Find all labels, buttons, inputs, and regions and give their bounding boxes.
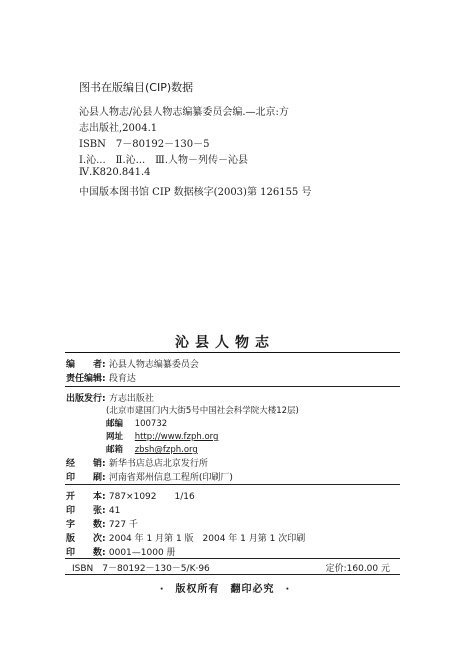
web-link[interactable]: http://www.fzph.org: [134, 432, 219, 442]
printer-row: [66, 470, 233, 483]
print-run-label: 印 数:: [66, 548, 106, 558]
responsible-editor-row: [66, 371, 136, 384]
divider-footer: [65, 574, 400, 575]
publisher-web-row: [106, 430, 218, 442]
cip-line-isbn: ISBN 7－80192－130－5: [79, 139, 210, 150]
cip-line-record: 中国版本图书馆 CIP 数据核字(2003)第 126155 号: [79, 187, 312, 198]
printer-label: 印 刷:: [66, 473, 106, 483]
responsible-editor-value: 段育达: [108, 374, 136, 384]
publisher-address: (北京市建国门内大街5号中国社会科学院大楼12层): [106, 406, 299, 416]
web-label: 网址: [106, 432, 124, 442]
printer-value: 河南省郑州信息工程所(印刷厂): [108, 473, 233, 483]
divider-specs: [65, 558, 400, 559]
divider-title: [65, 352, 400, 353]
publisher-postcode-row: [106, 417, 167, 429]
responsible-editor-label: 责任编辑:: [66, 374, 106, 384]
word-count-label: 字 数:: [66, 520, 106, 530]
distributor-label: 经 销:: [66, 459, 106, 469]
footer-isbn: ISBN 7－80192－130－5/K·96: [72, 564, 210, 574]
edition-row: [66, 531, 305, 544]
format-label: 开 本:: [66, 492, 106, 502]
postcode-value: 100732: [134, 419, 168, 429]
cip-line-subjects: Ⅰ.沁... Ⅱ.沁... Ⅲ.人物－列传－沁县: [79, 155, 248, 166]
distributor-row: [66, 456, 208, 469]
divider-credits: [65, 386, 400, 387]
print-run-row: [66, 545, 176, 558]
print-run-value: 0001—1000 册: [108, 548, 176, 558]
cip-line-publisher: 志出版社,2004.1: [79, 123, 158, 134]
editor-label: 编 者:: [66, 360, 106, 370]
editor-value: 沁县人物志编纂委员会: [108, 360, 199, 370]
postcode-label: 邮编: [106, 419, 124, 429]
edition-value: 2004 年 1 月第 1 版 2004 年 1 月第 1 次印刷: [108, 534, 306, 544]
format-value: 787×1092 1/16: [108, 492, 195, 502]
publisher-label: 出版发行:: [66, 394, 106, 404]
sheets-value: 41: [108, 506, 121, 516]
cip-line-classification: Ⅳ.K820.841.4: [79, 167, 151, 178]
footer-price: 定价:160.00 元: [325, 564, 390, 574]
sheets-label: 印 张:: [66, 506, 106, 516]
email-link[interactable]: zbsh@fzph.org: [134, 445, 198, 455]
cip-line-title: 沁县人物志/沁县人物志编纂委员会编.—北京:方: [79, 107, 289, 118]
edition-label: 版 次:: [66, 534, 106, 544]
copyright-notice: · 版权所有 翻印必究 ·: [159, 584, 291, 595]
divider-distribution: [65, 484, 400, 485]
format-row: [66, 489, 195, 502]
word-count-row: [66, 517, 138, 530]
editor-row: [66, 357, 199, 370]
publisher-email-row: [106, 443, 198, 455]
cip-heading: 图书在版编目(CIP)数据: [79, 81, 194, 94]
distributor-value: 新华书店总店北京发行所: [108, 459, 208, 469]
sheets-row: [66, 503, 120, 516]
email-label: 邮箱: [106, 445, 124, 455]
book-title: 沁县人物志: [175, 335, 275, 351]
word-count-value: 727 千: [108, 520, 138, 530]
publisher-row: [66, 391, 154, 404]
publisher-name: 方志出版社: [108, 394, 154, 404]
